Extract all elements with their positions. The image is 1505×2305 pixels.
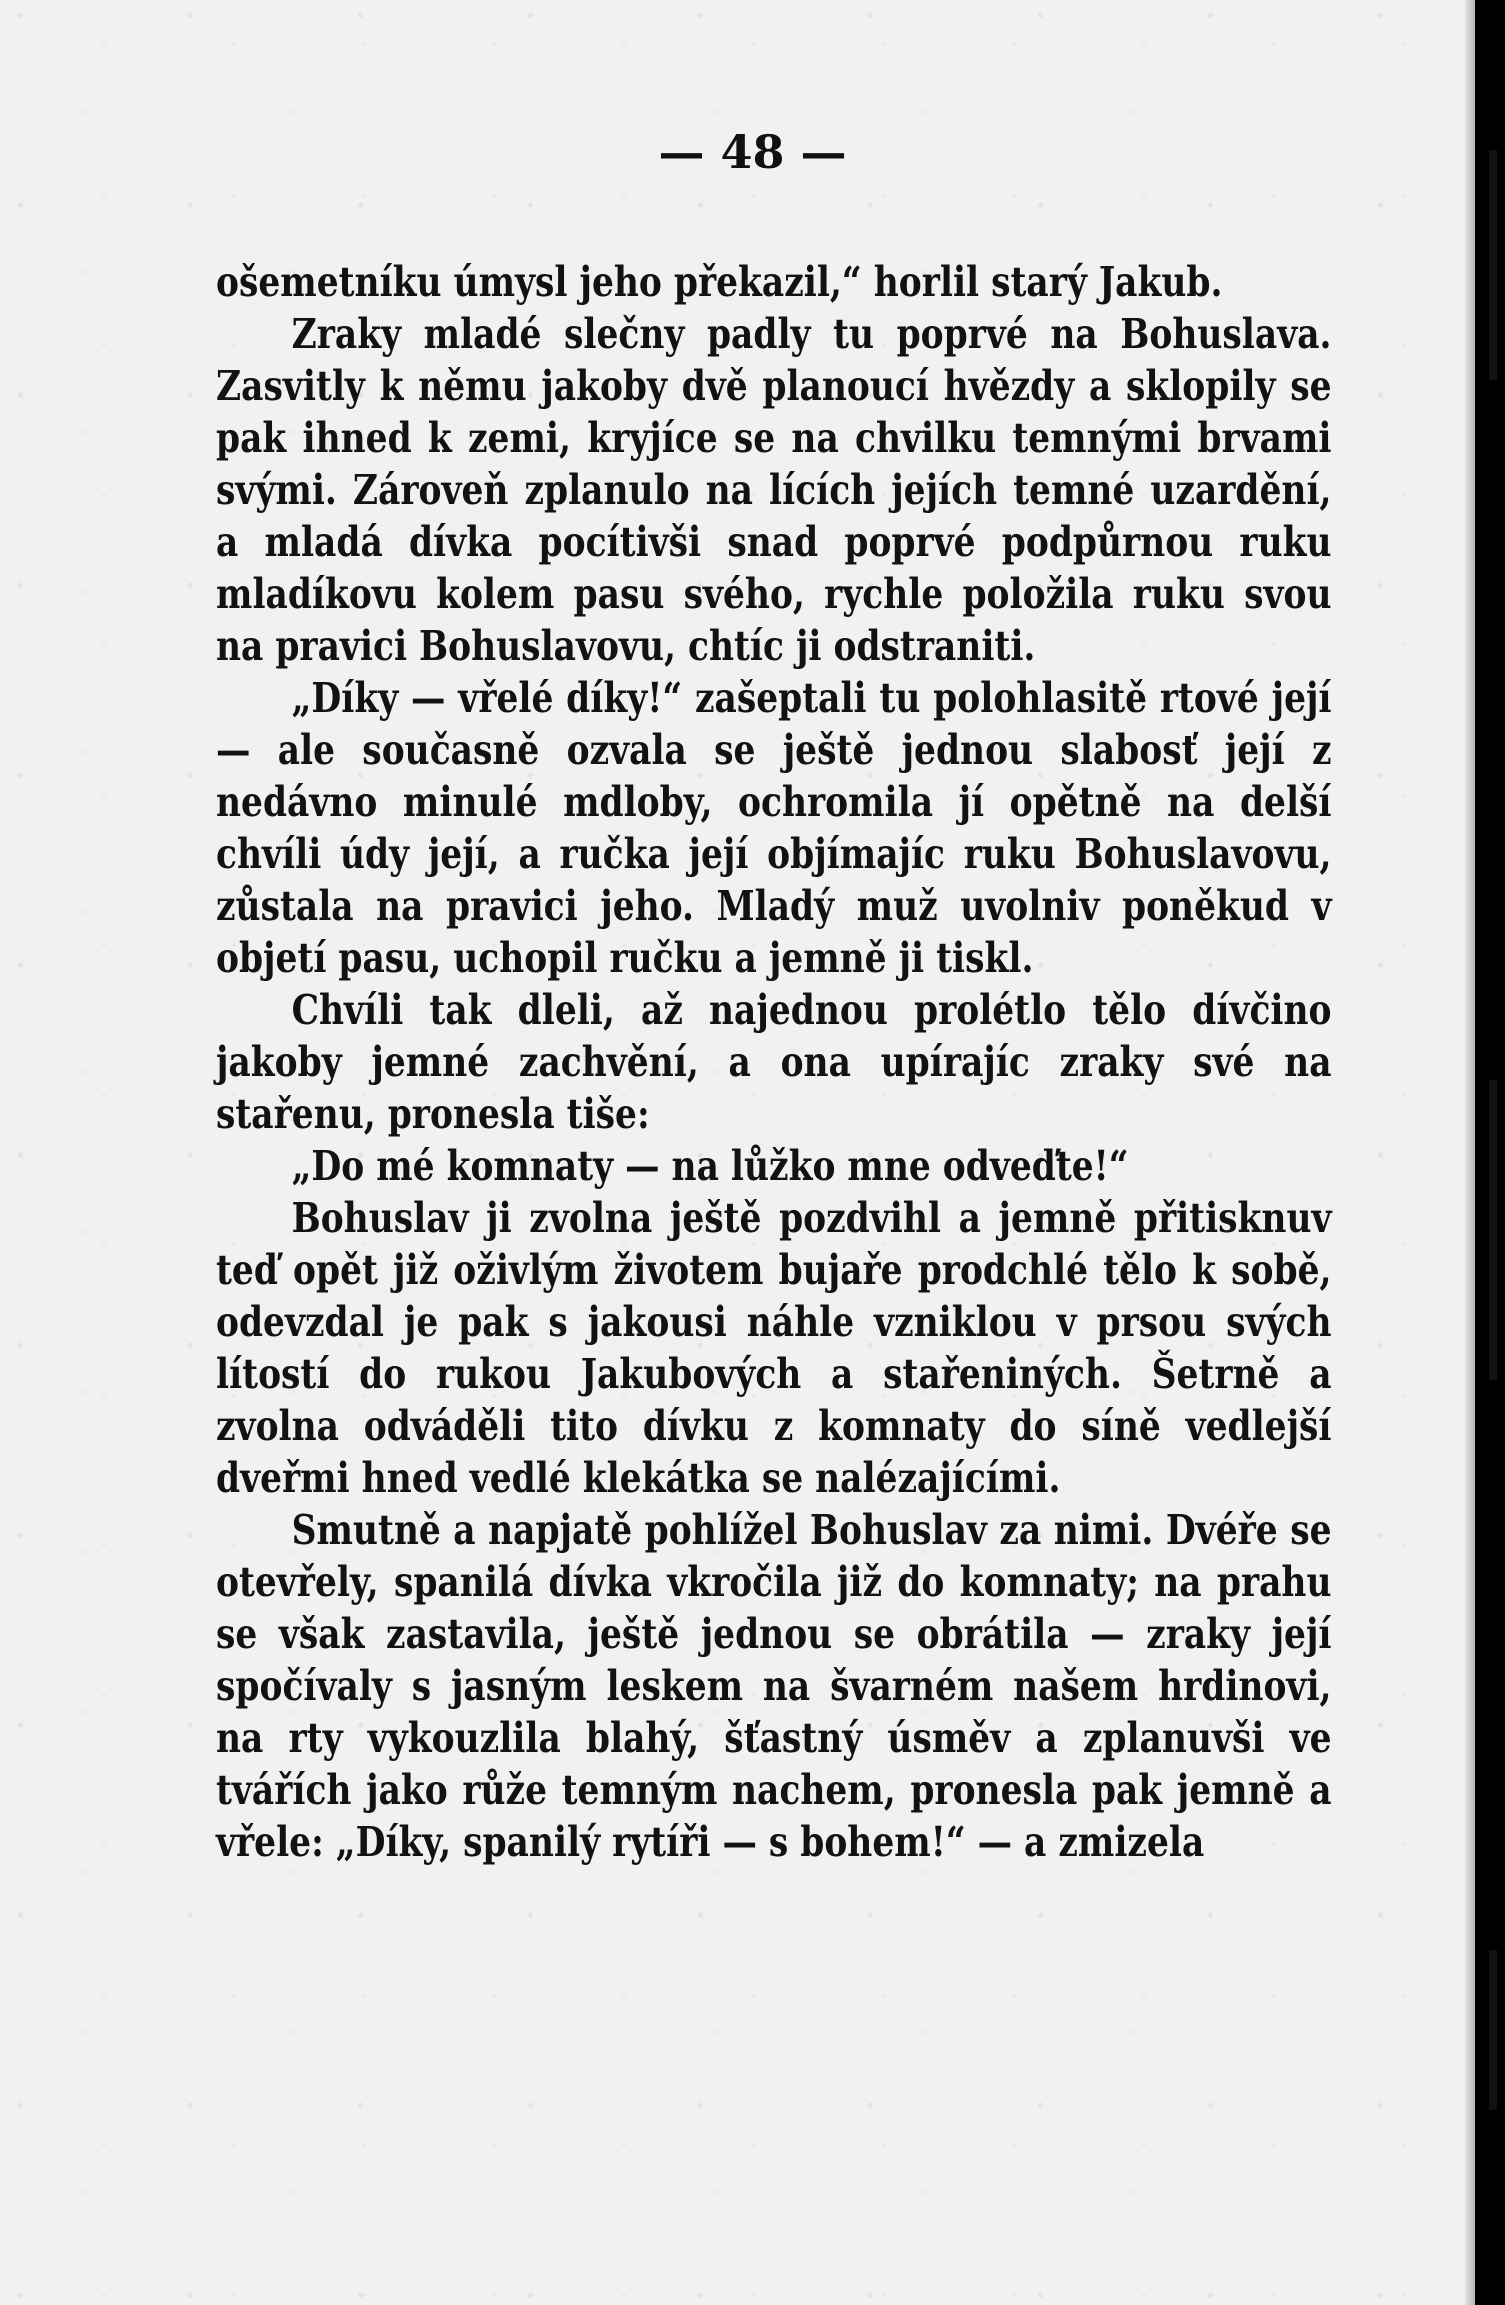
- paragraph-6: Bohuslav ji zvolna ještě pozdvihl a jemně přitisknuv teď opět již oživlým životem bujaře prodchlé tělo k sobě, odevzdal je pak s jakousi náhle vzniklou v prsou svých lítostí do rukou Jakubových a stařeniných. Šetrně a zvolna odváděli tito dívku z komnaty do síně vedlejší dveřmi hned vedlé klekátka se nalézajícími.: [216, 1194, 1332, 1502]
- binding-mark: [1489, 150, 1497, 380]
- page-number: — 48 —: [658, 125, 847, 179]
- binding-mark: [1489, 1080, 1497, 1380]
- paragraph-2: Zraky mladé slečny padly tu poprvé na Bohuslava. Zasvitly k němu jakoby dvě planoucí hvězdy a sklopily se pak ihned k zemi, kryjíce se na chvilku temnými brvami svými. Zároveň zplanulo na lících jejích temné uzardění, a mladá dívka pocítivši snad poprvé podpůrnou ruku mladíkovu kolem pasu svého, rychle položila ruku svou na pravici Bohuslavovu, chtíc ji odstraniti.: [216, 310, 1332, 670]
- paragraph-4: Chvíli tak dleli, až najednou prolétlo tělo dívčino jakoby jemné zachvění, a ona upírajíc zraky své na stařenu, pronesla tiše:: [216, 986, 1332, 1138]
- paragraph-7: Smutně a napjatě pohlížel Bohuslav za nimi. Dvéře se otevřely, spanilá dívka vkročila již do komnaty; na prahu se však zastavila, ještě jednou se obrátila — zraky její spočívaly s jasným leskem na švarném našem hrdinovi, na rty vykouzlila blahý, šťastný úsměv a zplanuvši ve tvářích jako růže temným nachem, pronesla pak jemně a vřele: „Díky, spanilý rytíři — s bohem!“ — a zmizela: [216, 1506, 1332, 1866]
- paragraph-5: „Do mé komnaty — na lůžko mne odveďte!“: [291, 1142, 1129, 1190]
- body-text: [216, 256, 1332, 1868]
- binding-mark: [1489, 1950, 1497, 2110]
- page-edge-shadow: [1465, 0, 1505, 2305]
- paragraph-3: „Díky — vřelé díky!“ zašeptali tu polohlasitě rtové její — ale současně ozvala se ještě jednou slabosť její z nedávno minulé mdloby, ochromila jí opětně na delší chvíli údy její, a ručka její objímajíc ruku Bohuslavovu, zůstala na pravici jeho. Mladý muž uvolniv poněkud v objetí pasu, uchopil ručku a jemně ji tiskl.: [216, 674, 1332, 982]
- paragraph-1: ošemetníku úmysl jeho překazil,“ horlil starý Jakub.: [216, 258, 1223, 306]
